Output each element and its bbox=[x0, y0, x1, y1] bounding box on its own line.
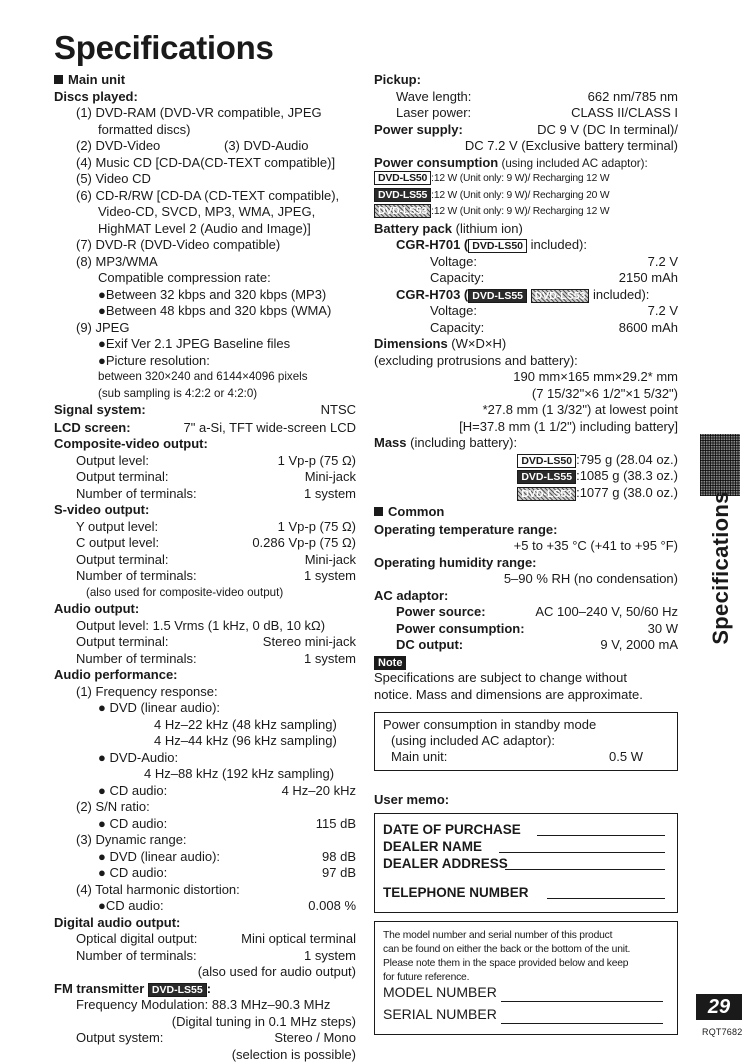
disc-line: ●Picture resolution: bbox=[54, 353, 356, 370]
right-column bbox=[374, 72, 678, 1035]
spec-row: ● DVD (linear audio): 98 dB bbox=[54, 849, 356, 866]
side-tab-label: Specifications bbox=[713, 491, 730, 644]
spec-row: DVD-LS50 :12 W (Unit only: 9 W)/ Recharging 12 W bbox=[374, 171, 678, 188]
spec-row: C output level: 0.286 Vp-p (75 Ω) bbox=[54, 535, 356, 552]
page-number: 29 bbox=[696, 994, 742, 1020]
disc-line: ●Between 48 kbps and 320 kbps (WMA) bbox=[54, 303, 356, 320]
standby-box bbox=[374, 712, 678, 771]
note-text: Specifications are subject to change without bbox=[374, 670, 678, 687]
disc-line: ●Exif Ver 2.1 JPEG Baseline files bbox=[54, 336, 356, 353]
disc-line: (5) Video CD bbox=[54, 171, 356, 188]
disc-line: formatted discs) bbox=[54, 122, 356, 139]
spec-row: DVD-LS50 :795 g (28.04 oz.) bbox=[374, 452, 678, 469]
op-temp-heading: Operating temperature range: bbox=[374, 522, 678, 539]
spec-row: Capacity: 8600 mAh bbox=[374, 320, 678, 337]
memo-line bbox=[547, 897, 665, 899]
spec-row: (Digital tuning in 0.1 MHz steps) bbox=[54, 1014, 356, 1031]
document-code: RQT7682 bbox=[702, 1024, 742, 1041]
memo-line bbox=[537, 834, 665, 836]
spec-row: Output level: 1.5 Vrms (1 kHz, 0 dB, 10 kΩ) bbox=[54, 618, 356, 635]
digital-audio-heading: Digital audio output: bbox=[54, 915, 356, 932]
spec-row: Optical digital output: Mini optical terminal bbox=[54, 931, 356, 948]
digital-note: (also used for audio output) bbox=[54, 964, 356, 981]
spec-row: Output terminal: Mini-jack bbox=[54, 469, 356, 486]
model-badge-ls55: DVD-LS55 bbox=[517, 470, 576, 484]
svideo-heading: S-video output: bbox=[54, 502, 356, 519]
spec-row: (3) Dynamic range: bbox=[54, 832, 356, 849]
spec-row: (selection is possible) bbox=[54, 1047, 356, 1063]
power-supply-row: Power supply: DC 9 V (DC In terminal)/ bbox=[374, 122, 678, 139]
spec-row: ● CD audio: 4 Hz–20 kHz bbox=[54, 783, 356, 800]
disc-line: HighMAT Level 2 (Audio and Image)] bbox=[54, 221, 356, 238]
model-badge-ls55: DVD-LS55 bbox=[148, 983, 207, 997]
standby-line: Power consumption in standby mode bbox=[383, 717, 669, 733]
spec-row: 190 mm×165 mm×29.2* mm bbox=[374, 369, 678, 386]
disc-line: between 320×240 and 6144×4096 pixels bbox=[54, 369, 356, 386]
spec-row: DVD-LS55 :12 W (Unit only: 9 W)/ Recharging 20 W bbox=[374, 188, 678, 205]
spec-row: DVD-LS53 :12 W (Unit only: 9 W)/ Recharging 12 W bbox=[374, 204, 678, 221]
audio-performance-heading: Audio performance: bbox=[54, 667, 356, 684]
model-badge-ls53: DVD-LS53 bbox=[374, 204, 431, 218]
left-column bbox=[54, 72, 356, 1063]
spec-row: Power source: AC 100–240 V, 50/60 Hz bbox=[374, 604, 678, 621]
note-tag-row bbox=[374, 654, 678, 671]
spec-row: Number of terminals: 1 system bbox=[54, 486, 356, 503]
disc-line: (8) MP3/WMA bbox=[54, 254, 356, 271]
spec-row: 4 Hz–44 kHz (96 kHz sampling) bbox=[54, 733, 356, 750]
fm-transmitter-heading: FM transmitter DVD-LS55 : bbox=[54, 981, 356, 998]
standby-line: Main unit: 0.5 W bbox=[383, 749, 669, 765]
spec-row: 5–90 % RH (no condensation) bbox=[374, 571, 678, 588]
spec-row: Laser power: CLASS II/CLASS I bbox=[374, 105, 678, 122]
disc-line: ●Between 32 kbps and 320 kbps (MP3) bbox=[54, 287, 356, 304]
spec-row: 4 Hz–88 kHz (192 kHz sampling) bbox=[54, 766, 356, 783]
memo-row: TELEPHONE NUMBER bbox=[383, 885, 669, 902]
spec-row: ● CD audio: 115 dB bbox=[54, 816, 356, 833]
signal-system-row: Signal system: NTSC bbox=[54, 402, 356, 420]
spec-row: (4) Total harmonic distortion: bbox=[54, 882, 356, 899]
spec-row: (1) Frequency response: bbox=[54, 684, 356, 701]
disc-line: (sub sampling is 4:2:2 or 4:2:0) bbox=[54, 386, 356, 403]
discs-played-label: Discs played: bbox=[54, 89, 356, 106]
model-badge-ls50: DVD-LS50 bbox=[468, 239, 527, 253]
side-tab-pattern bbox=[700, 434, 740, 496]
spec-row: Capacity: 2150 mAh bbox=[374, 270, 678, 287]
spec-row: *27.8 mm (1 3/32") at lowest point bbox=[374, 402, 678, 419]
user-memo-box bbox=[374, 813, 678, 913]
op-humidity-heading: Operating humidity range: bbox=[374, 555, 678, 572]
serial-number-line bbox=[501, 1022, 663, 1024]
note-text: notice. Mass and dimensions are approximate. bbox=[374, 687, 678, 704]
spec-row: ●CD audio: 0.008 % bbox=[54, 898, 356, 915]
memo-row: DEALER NAME bbox=[383, 839, 669, 856]
battery-h701: CGR-H701 ( DVD-LS50 included): bbox=[374, 237, 678, 254]
note-tag: Note bbox=[374, 656, 406, 670]
spec-row: Voltage: 7.2 V bbox=[374, 254, 678, 271]
spec-row: Frequency Modulation: 88.3 MHz–90.3 MHz bbox=[54, 997, 356, 1014]
battery-pack-heading: Battery pack (lithium ion) bbox=[374, 221, 678, 238]
serial-box bbox=[374, 921, 678, 1035]
disc-line: (2) DVD-Video (3) DVD-Audio bbox=[54, 138, 356, 155]
disc-line: (9) JPEG bbox=[54, 320, 356, 337]
spec-row: ● CD audio: 97 dB bbox=[54, 865, 356, 882]
spec-row: Wave length: 662 nm/785 nm bbox=[374, 89, 678, 106]
spec-row: DC output: 9 V, 2000 mA bbox=[374, 637, 678, 654]
serial-note: Please note them in the space provided below and keep bbox=[383, 956, 669, 970]
model-badge-ls50: DVD-LS50 bbox=[374, 171, 431, 185]
disc-line: (7) DVD-R (DVD-Video compatible) bbox=[54, 237, 356, 254]
model-number-row: MODEL NUMBER bbox=[383, 984, 669, 1006]
spec-row: Power consumption: 30 W bbox=[374, 621, 678, 638]
spec-row: (2) S/N ratio: bbox=[54, 799, 356, 816]
spec-row: ● DVD-Audio: bbox=[54, 750, 356, 767]
pickup-heading: Pickup: bbox=[374, 72, 678, 89]
page-title: Specifications bbox=[54, 30, 274, 66]
memo-row: DEALER ADDRESS bbox=[383, 856, 669, 873]
power-supply-row: DC 7.2 V (Exclusive battery terminal) bbox=[374, 138, 678, 155]
spec-row: Output terminal: Mini-jack bbox=[54, 552, 356, 569]
composite-heading: Composite-video output: bbox=[54, 436, 356, 453]
lcd-screen-row: LCD screen: 7" a-Si, TFT wide-screen LCD bbox=[54, 420, 356, 437]
spec-row: Voltage: 7.2 V bbox=[374, 303, 678, 320]
main-unit-heading: Main unit bbox=[54, 72, 356, 89]
model-badge-ls53: DVD-LS53 bbox=[517, 487, 576, 501]
disc-line: Video-CD, SVCD, MP3, WMA, JPEG, bbox=[54, 204, 356, 221]
spec-row: (excluding protrusions and battery): bbox=[374, 353, 678, 370]
spec-row: Output level: 1 Vp-p (75 Ω) bbox=[54, 453, 356, 470]
spec-row: (7 15/32"×6 1/2"×1 5/32") bbox=[374, 386, 678, 403]
serial-note: The model number and serial number of this product bbox=[383, 928, 669, 942]
model-number-line bbox=[501, 1000, 663, 1002]
user-memo-heading: User memo: bbox=[374, 792, 678, 809]
spec-row: 4 Hz–22 kHz (48 kHz sampling) bbox=[54, 717, 356, 734]
model-badge-ls55: DVD-LS55 bbox=[468, 289, 527, 303]
dimensions-heading: Dimensions (W×D×H) bbox=[374, 336, 678, 353]
spec-row: DVD-LS55 :1085 g (38.3 oz.) bbox=[374, 468, 678, 485]
audio-output-heading: Audio output: bbox=[54, 601, 356, 618]
disc-line: (4) Music CD [CD-DA(CD-TEXT compatible)] bbox=[54, 155, 356, 172]
mass-heading: Mass (including battery): bbox=[374, 435, 678, 452]
memo-line bbox=[499, 851, 665, 853]
disc-line: (1) DVD-RAM (DVD-VR compatible, JPEG bbox=[54, 105, 356, 122]
memo-row: DATE OF PURCHASE bbox=[383, 822, 669, 839]
battery-h703: CGR-H703 ( DVD-LS55 DVD-LS53 included): bbox=[374, 287, 678, 304]
spec-row: Output system: Stereo / Mono bbox=[54, 1030, 356, 1047]
svideo-note: (also used for composite-video output) bbox=[54, 585, 356, 602]
spec-row: +5 to +35 °C (+41 to +95 °F) bbox=[374, 538, 678, 555]
common-heading: Common bbox=[374, 504, 678, 522]
standby-line: (using included AC adaptor): bbox=[383, 733, 669, 749]
spec-row: Output terminal: Stereo mini-jack bbox=[54, 634, 356, 651]
model-badge-ls50: DVD-LS50 bbox=[517, 454, 576, 468]
square-bullet-icon bbox=[374, 507, 383, 516]
model-badge-ls53: DVD-LS53 bbox=[531, 289, 590, 303]
serial-number-row: SERIAL NUMBER bbox=[383, 1006, 669, 1028]
spec-row: [H=37.8 mm (1 1/2") including battery] bbox=[374, 419, 678, 436]
ac-adaptor-heading: AC adaptor: bbox=[374, 588, 678, 605]
spec-row: ● DVD (linear audio): bbox=[54, 700, 356, 717]
spec-row: Y output level: 1 Vp-p (75 Ω) bbox=[54, 519, 356, 536]
serial-note: for future reference. bbox=[383, 970, 669, 984]
spec-row: Number of terminals: 1 system bbox=[54, 568, 356, 585]
disc-line: (6) CD-R/RW [CD-DA (CD-TEXT compatible), bbox=[54, 188, 356, 205]
memo-line bbox=[505, 868, 665, 870]
square-bullet-icon bbox=[54, 75, 63, 84]
spec-row: Number of terminals: 1 system bbox=[54, 651, 356, 668]
serial-note: can be found on either the back or the bottom of the unit. bbox=[383, 942, 669, 956]
spec-row: Number of terminals: 1 system bbox=[54, 948, 356, 965]
model-badge-ls55: DVD-LS55 bbox=[374, 188, 431, 202]
spec-row: DVD-LS53 :1077 g (38.0 oz.) bbox=[374, 485, 678, 502]
disc-line: Compatible compression rate: bbox=[54, 270, 356, 287]
power-consumption-heading: Power consumption (using included AC adaptor): bbox=[374, 155, 678, 172]
